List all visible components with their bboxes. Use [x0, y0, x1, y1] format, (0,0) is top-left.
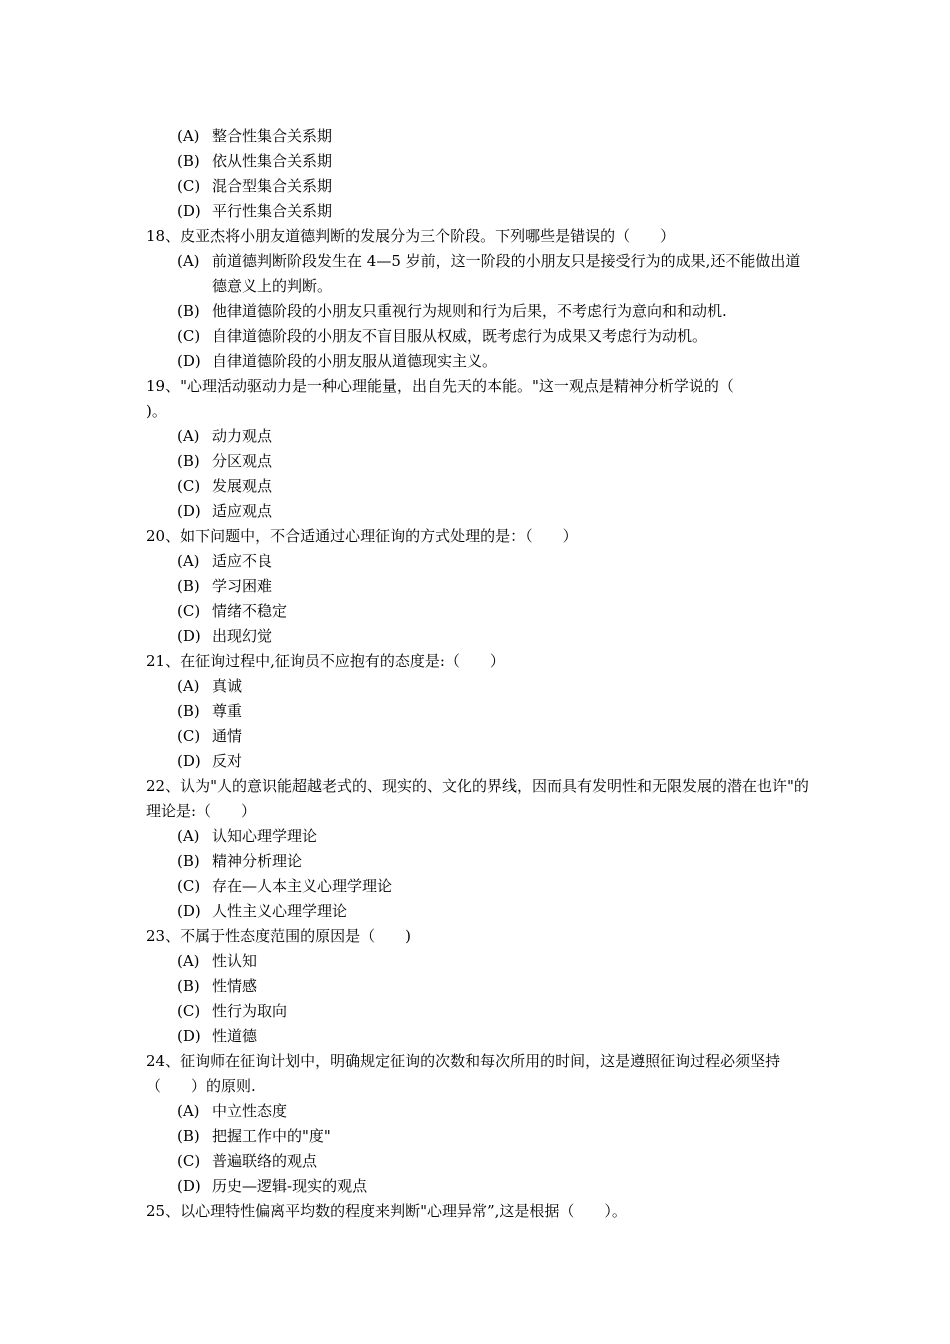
option-text: 前道德判断阶段发生在 4—5 岁前，这一阶段的小朋友只是接受行为的成果,还不能做出道德意义上的判断。 [212, 252, 801, 295]
answer-option [0, 624, 812, 649]
option-text: 依从性集合关系期 [212, 152, 333, 170]
option-text: 通情 [212, 727, 243, 745]
answer-option [0, 874, 812, 899]
option-label: (A) [177, 252, 200, 270]
option-text: 性情感 [212, 977, 258, 995]
answer-option [0, 549, 812, 574]
answer-option [0, 199, 812, 224]
question-text: 21、在征询过程中,征询员不应抱有的态度是:（ ） [146, 652, 505, 670]
option-text: 性道德 [212, 1027, 258, 1045]
answer-option [0, 1174, 812, 1199]
option-label: (C) [177, 1002, 201, 1020]
option-label: (C) [177, 602, 201, 620]
option-label: (A) [177, 427, 200, 445]
option-label: (B) [177, 852, 200, 870]
option-label: (D) [177, 202, 201, 220]
option-text: 历史—逻辑-现实的观点 [212, 1177, 368, 1195]
answer-option [0, 324, 812, 349]
question-text: 20、如下问题中，不合适通过心理征询的方式处理的是：（ ） [146, 527, 578, 545]
question-text: 24、征询师在征询计划中，明确规定征询的次数和每次所用的时间，这是遵照征询过程必须坚持（ ）的原则. [146, 1052, 781, 1095]
option-text: 学习困难 [212, 577, 273, 595]
question-text: 25、以心理特性偏离平均数的程度来判断"心理异常”,这是根据（ ）。 [146, 1202, 627, 1220]
answer-option [0, 1149, 812, 1174]
option-label: (D) [177, 902, 201, 920]
option-label: (B) [177, 702, 200, 720]
answer-option [0, 699, 812, 724]
option-label: (A) [177, 552, 200, 570]
option-label: (C) [177, 477, 201, 495]
option-text: 适应观点 [212, 502, 273, 520]
answer-option [0, 824, 812, 849]
option-label: (C) [177, 1152, 201, 1170]
option-text: 自律道德阶段的小朋友不盲目服从权威，既考虑行为成果又考虑行为动机。 [212, 327, 708, 345]
answer-option [0, 499, 812, 524]
option-label: (B) [177, 152, 200, 170]
option-label: (B) [177, 452, 200, 470]
answer-option [0, 1124, 812, 1149]
answer-option [0, 974, 812, 999]
option-text: 性行为取向 [212, 1002, 288, 1020]
option-label: (B) [177, 577, 200, 595]
answer-option [0, 574, 812, 599]
option-label: (A) [177, 1102, 200, 1120]
answer-option [0, 149, 812, 174]
option-text: 适应不良 [212, 552, 273, 570]
option-text: 真诚 [212, 677, 243, 695]
answer-option [0, 749, 812, 774]
option-text: 整合性集合关系期 [212, 127, 333, 145]
answer-option [0, 1099, 812, 1124]
option-label: (D) [177, 627, 201, 645]
option-label: (C) [177, 177, 201, 195]
option-text: 尊重 [212, 702, 243, 720]
answer-option [0, 724, 812, 749]
option-text: 存在—人本主义心理学理论 [212, 877, 393, 895]
answer-option [0, 424, 812, 449]
option-label: (A) [177, 127, 200, 145]
option-text: 发展观点 [212, 477, 273, 495]
option-label: (D) [177, 1027, 201, 1045]
question-text: 22、认为"人的意识能超越老式的、现实的、文化的界线，因而具有发明性和无限发展的潜在也许"的理论是:（ ） [146, 777, 809, 820]
question-text: 23、不属于性态度范围的原因是（ ) [146, 927, 411, 945]
question-text: 18、皮亚杰将小朋友道德判断的发展分为三个阶段。下列哪些是错误的（ ） [146, 227, 676, 245]
option-label: (D) [177, 502, 201, 520]
option-label: (A) [177, 827, 200, 845]
answer-option [0, 349, 812, 374]
option-text: 自律道德阶段的小朋友服从道德现实主义。 [212, 352, 498, 370]
option-text: 反对 [212, 752, 243, 770]
option-label: (B) [177, 977, 200, 995]
option-label: (A) [177, 677, 200, 695]
option-text: 分区观点 [212, 452, 273, 470]
option-label: (D) [177, 1177, 201, 1195]
option-label: (A) [177, 952, 200, 970]
answer-option [0, 674, 812, 699]
option-text: 精神分析理论 [212, 852, 303, 870]
answer-option [0, 449, 812, 474]
answer-option [0, 599, 812, 624]
option-text: 把握工作中的"度" [212, 1127, 331, 1145]
answer-option [0, 849, 812, 874]
option-text: 动力观点 [212, 427, 273, 445]
option-text: 混合型集合关系期 [212, 177, 333, 195]
option-label: (C) [177, 327, 201, 345]
question-text: 19、"心理活动驱动力是一种心理能量，出自先天的本能。"这一观点是精神分析学说的（ )。 [146, 377, 734, 420]
option-text: 性认知 [212, 952, 258, 970]
answer-option [0, 299, 812, 324]
answer-option [0, 899, 812, 924]
answer-option [0, 474, 812, 499]
option-label: (D) [177, 352, 201, 370]
option-label: (B) [177, 302, 200, 320]
answer-option [0, 174, 812, 199]
answer-option [0, 949, 812, 974]
option-text: 平行性集合关系期 [212, 202, 333, 220]
option-text: 认知心理学理论 [212, 827, 318, 845]
option-label: (C) [177, 727, 201, 745]
option-label: (C) [177, 877, 201, 895]
option-label: (D) [177, 752, 201, 770]
answer-option [0, 1024, 812, 1049]
answer-option [0, 249, 812, 299]
answer-option [0, 124, 812, 149]
option-text: 出现幻觉 [212, 627, 273, 645]
option-text: 他律道德阶段的小朋友只重视行为规则和行为后果，不考虑行为意向和和动机. [212, 302, 727, 320]
option-text: 普遍联络的观点 [212, 1152, 318, 1170]
option-text: 中立性态度 [212, 1102, 288, 1120]
option-text: 人性主义心理学理论 [212, 902, 348, 920]
option-label: (B) [177, 1127, 200, 1145]
option-text: 情绪不稳定 [212, 602, 288, 620]
answer-option [0, 999, 812, 1024]
document-body [0, 124, 950, 1224]
